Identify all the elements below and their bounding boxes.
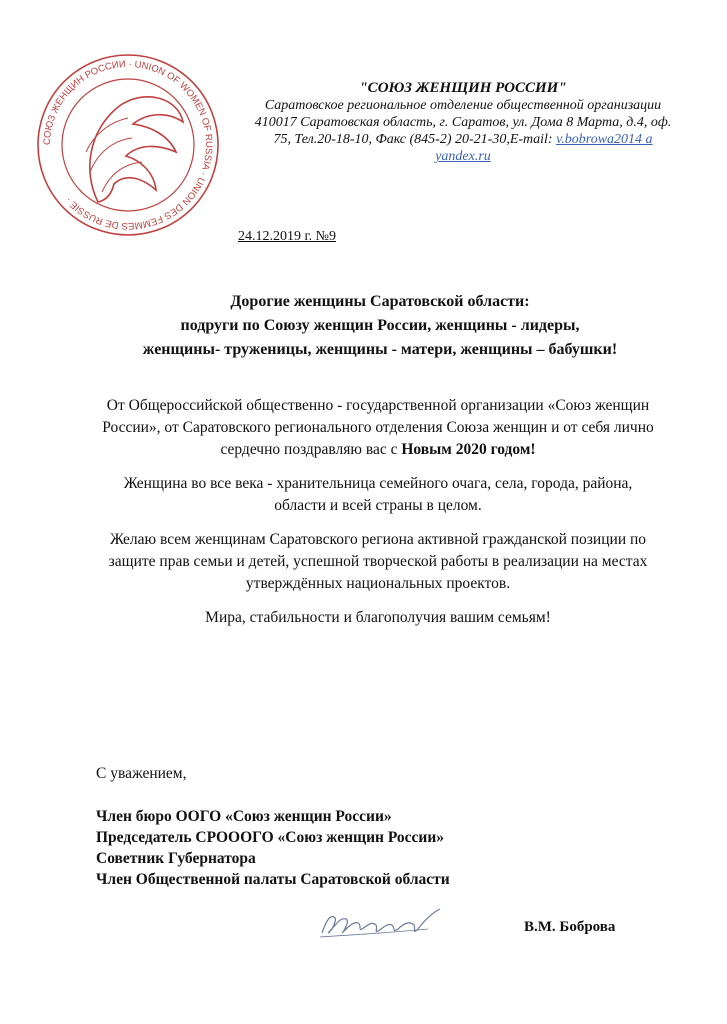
greeting-line-3: женщины- труженицы, женщины - матери, женщины – бабушки! [142, 341, 618, 358]
document-date-number: 24.12.2019 г. №9 [238, 229, 337, 244]
greeting-line-2: подруги по Союзу женщин России, женщины - лидеры, [180, 317, 580, 334]
signer-title-3: Советник Губернатора [96, 850, 256, 867]
body-paragraph-4: Мира, стабильности и благополучия вашим семьям! [205, 609, 551, 626]
greeting-line-1: Дорогие женщины Саратовской области: [230, 293, 530, 310]
signer-title-1: Член бюро ООГО «Союз женщин России» [96, 808, 392, 825]
new-year-phrase: Новым 2020 годом! [401, 441, 536, 458]
organization-name: "СОЮЗ ЖЕНЩИН РОССИИ" [359, 80, 567, 96]
body-paragraph-2: Женщина во все века - хранительница семейного очага, села, города, района, области и всей страны в целом. [123, 475, 633, 514]
closing-phrase: С уважением, [96, 765, 187, 782]
organization-seal-logo [28, 52, 228, 238]
greeting-heading [90, 290, 670, 362]
handwritten-signature [318, 903, 448, 943]
letterhead-line-1: Саратовское региональное отделение общественной организации [264, 98, 662, 113]
signer-titles [96, 806, 450, 890]
letterhead-line-2: 410017 Саратовская область, г. Саратов, ул. Дома 8 Марта, д.4, оф. [254, 115, 672, 130]
letterhead-line-4 [238, 148, 688, 165]
signer-name: В.М. Боброва [524, 919, 616, 935]
svg-text:СОЮЗ ЖЕНЩИН РОССИИ · UNION OF [42, 59, 214, 231]
body-paragraph-3: Желаю всем женщинам Саратовского региона активной гражданской позиции по защите прав семьи и детей, успешной творческой работы в реализации на местах утверждённых национальных проектов. [108, 531, 648, 592]
paragraph-1-text: От Общероссийской общественно - государственной организации «Союз женщин России», от Саратовского регионального отделения Союза женщин и от себя лично сердечно поздравляю вас с [102, 397, 654, 458]
contacts-text: 75, Тел.20-18-10, Факс (845-2) 20-21-30,E-mail: [273, 132, 557, 147]
signer-title-2: Председатель СРОООГО «Союз женщин России» [96, 829, 445, 846]
letterhead-line-3 [238, 131, 688, 148]
seal-ring-text: СОЮЗ ЖЕНЩИН РОССИИ · UNION OF WOMEN OF RUSSIA · UNION DES FEMMES DE RUSSIE · [41, 58, 215, 232]
email-link-part-1[interactable]: v.bobrowa2014 a [556, 132, 653, 147]
signer-title-4: Член Общественной палаты Саратовской области [96, 871, 450, 888]
letterhead [238, 80, 688, 165]
email-link-part-2[interactable]: yandex.ru [435, 149, 491, 164]
body-paragraph-1 [98, 395, 658, 461]
letter-body [98, 395, 658, 641]
